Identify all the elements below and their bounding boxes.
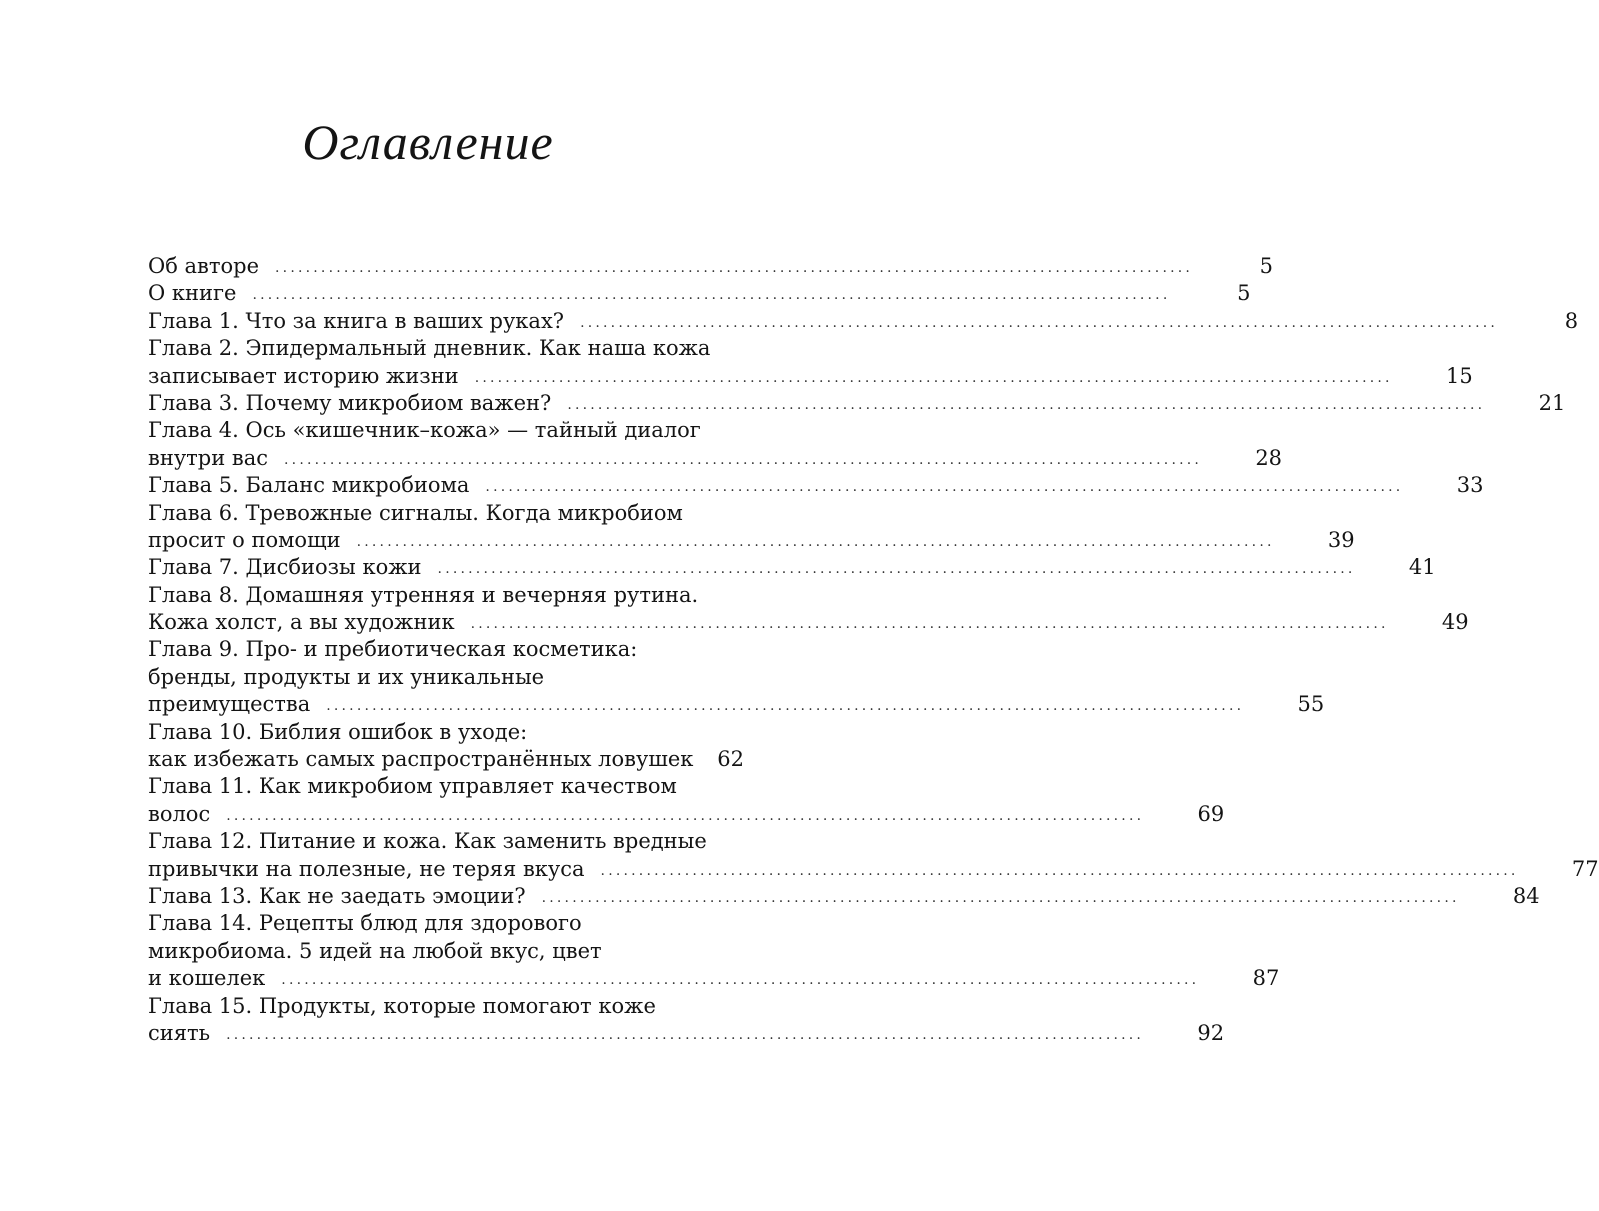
- toc-entry-line: [148, 938, 744, 965]
- toc-entry[interactable]: [148, 472, 1484, 499]
- toc-entry[interactable]: [148, 883, 1540, 910]
- toc-page-number: 15: [1445, 363, 1473, 388]
- toc-page-number: 62: [717, 747, 744, 772]
- toc-entry-line: [148, 773, 744, 800]
- toc-entry-line: [148, 390, 1566, 417]
- toc-entry[interactable]: [148, 828, 1599, 883]
- toc-entry-text: О книге: [148, 281, 237, 306]
- toc-entry-line: [148, 308, 1579, 335]
- toc-entry[interactable]: [148, 280, 1251, 307]
- toc-entry-text: Глава 15. Продукты, которые помогают коже: [148, 993, 656, 1018]
- dot-leader: ........................................................................................................................: [567, 396, 1486, 413]
- toc-entry[interactable]: [148, 554, 1436, 581]
- dot-leader: ........................................................................................................................: [281, 972, 1200, 989]
- toc-entry-text: Глава 9. Про- и пребиотическая косметика:: [148, 637, 638, 662]
- toc-entry-line: [148, 582, 744, 609]
- toc-entry-text: Глава 1. Что за книга в ваших руках?: [148, 308, 565, 333]
- toc-entry-text: как избежать самых распространённых ловушек: [148, 747, 694, 772]
- toc-entry-text: Глава 12. Питание и кожа. Как заменить вредные: [148, 829, 707, 854]
- page-title: Оглавление: [302, 114, 554, 170]
- toc-entry-text: Кожа холст, а вы художник: [148, 610, 455, 635]
- toc-entry-text: преимущества: [148, 692, 311, 717]
- dot-leader: ........................................................................................................................: [326, 698, 1245, 715]
- toc-entry-line: [148, 719, 744, 746]
- toc-entry-text: Глава 6. Тревожные сигналы. Когда микробиом: [148, 500, 683, 525]
- toc-page-number: 55: [1297, 692, 1325, 717]
- toc-page-number: 41: [1408, 555, 1436, 580]
- toc-entry-line: [148, 554, 1436, 581]
- toc-entry[interactable]: [148, 719, 744, 774]
- toc-page-number: 49: [1441, 610, 1469, 635]
- dot-leader: ........................................................................................................................: [437, 561, 1356, 578]
- toc-entry-line: [148, 609, 1469, 636]
- toc-entry-line: [148, 910, 744, 937]
- toc-entry-line: [148, 445, 1283, 472]
- toc-entry[interactable]: [148, 500, 1355, 555]
- toc-entry-line: [148, 253, 1274, 280]
- dot-leader: ........................................................................................................................: [226, 1026, 1145, 1043]
- toc-entry-text: бренды, продукты и их уникальные: [148, 664, 545, 689]
- toc-entry-text: Глава 13. Как не заедать эмоции?: [148, 883, 526, 908]
- toc-entry-line: [148, 691, 1325, 718]
- toc-entry-line: [148, 363, 1473, 390]
- dot-leader: ........................................................................................................................: [252, 287, 1171, 304]
- toc-entry-line: [148, 417, 744, 444]
- toc-page-number: 69: [1197, 801, 1225, 826]
- dot-leader: ........................................................................................................................: [275, 260, 1194, 276]
- dot-leader: ........................................................................................................................: [356, 533, 1275, 550]
- dot-leader: ........................................................................................................................: [580, 314, 1499, 331]
- toc-entry-line: [148, 472, 1484, 499]
- dot-leader: ........................................................................................................................: [600, 862, 1519, 879]
- toc-entry-line: [148, 856, 1599, 883]
- toc-page-number: 39: [1327, 527, 1355, 552]
- toc-entry[interactable]: [148, 993, 1225, 1048]
- dot-leader: ........................................................................................................................: [485, 479, 1404, 496]
- dot-leader: ........................................................................................................................: [541, 889, 1460, 906]
- toc-entry-line: [148, 883, 1540, 910]
- toc-entry-text: Глава 7. Дисбиозы кожи: [148, 555, 422, 580]
- dot-leader: ........................................................................................................................: [226, 807, 1145, 824]
- toc-entry-line: [148, 1020, 1225, 1047]
- toc-entry-text: Глава 5. Баланс микробиома: [148, 473, 470, 498]
- toc-entry-line: [148, 801, 1225, 828]
- toc-entry-text: волос: [148, 801, 211, 826]
- toc-entry[interactable]: [148, 308, 1579, 335]
- toc-entry-text: Глава 8. Домашняя утренняя и вечерняя рутина.: [148, 582, 699, 607]
- toc-entry-text: внутри вас: [148, 445, 269, 470]
- toc-entry[interactable]: [148, 390, 1566, 417]
- toc-entry-line: [148, 993, 744, 1020]
- toc-entry-text: привычки на полезные, не теряя вкуса: [148, 856, 585, 881]
- toc-page-number: 5: [1259, 254, 1274, 278]
- toc-entry[interactable]: [148, 636, 1325, 718]
- toc-entry[interactable]: [148, 582, 1469, 637]
- toc-entry-line: [148, 965, 1280, 992]
- toc-entry-line: [148, 828, 744, 855]
- toc-page-number: 92: [1197, 1020, 1225, 1045]
- toc-entry-text: микробиома. 5 идей на любой вкус, цвет: [148, 938, 602, 963]
- toc-page-number: 84: [1512, 883, 1540, 908]
- toc-entry-text: Глава 3. Почему микробиом важен?: [148, 390, 552, 415]
- toc-entry[interactable]: [148, 417, 1283, 472]
- toc-entry-line: [148, 500, 744, 527]
- dot-leader: ........................................................................................................................: [284, 451, 1203, 468]
- toc-page-number: 87: [1252, 966, 1280, 991]
- toc-entry-text: Глава 14. Рецепты блюд для здорового: [148, 911, 582, 936]
- toc-page-number: 28: [1255, 445, 1283, 470]
- toc-page-number: 33: [1456, 473, 1484, 498]
- toc-entry[interactable]: [148, 335, 1473, 390]
- toc-entry-text: Глава 11. Как микробиом управляет качеством: [148, 774, 677, 799]
- dot-leader: ........................................................................................................................: [474, 369, 1393, 386]
- toc-entry-line: [148, 280, 1251, 307]
- table-of-contents: [148, 253, 1599, 1047]
- toc-entry-line: [148, 335, 744, 362]
- dot-leader: ........................................................................................................................: [470, 616, 1389, 633]
- toc-page-number: 5: [1237, 281, 1251, 306]
- toc-entry-line: [148, 664, 744, 691]
- toc-entry[interactable]: [148, 910, 1280, 992]
- toc-entry-text: Глава 4. Ось «кишечник–кожа» — тайный диалог: [148, 418, 701, 443]
- toc-entry-line: [148, 746, 744, 773]
- toc-page-number: 21: [1538, 390, 1566, 415]
- toc-entry-text: записывает историю жизни: [148, 363, 459, 388]
- toc-entry-text: и кошелек: [148, 966, 266, 991]
- toc-entry-text: Об авторе: [148, 254, 260, 278]
- toc-entry-text: Глава 2. Эпидермальный дневник. Как наша кожа: [148, 336, 711, 361]
- toc-entry-line: [148, 527, 1355, 554]
- toc-entry[interactable]: [148, 253, 1274, 280]
- toc-entry-text: просит о помощи: [148, 527, 341, 552]
- toc-entry-text: сиять: [148, 1020, 211, 1045]
- toc-page-number: 77: [1571, 856, 1599, 881]
- toc-entry-text: Глава 10. Библия ошибок в уходе:: [148, 719, 528, 744]
- toc-page-number: 8: [1564, 308, 1579, 333]
- toc-entry[interactable]: [148, 773, 1225, 828]
- toc-entry-line: [148, 636, 744, 663]
